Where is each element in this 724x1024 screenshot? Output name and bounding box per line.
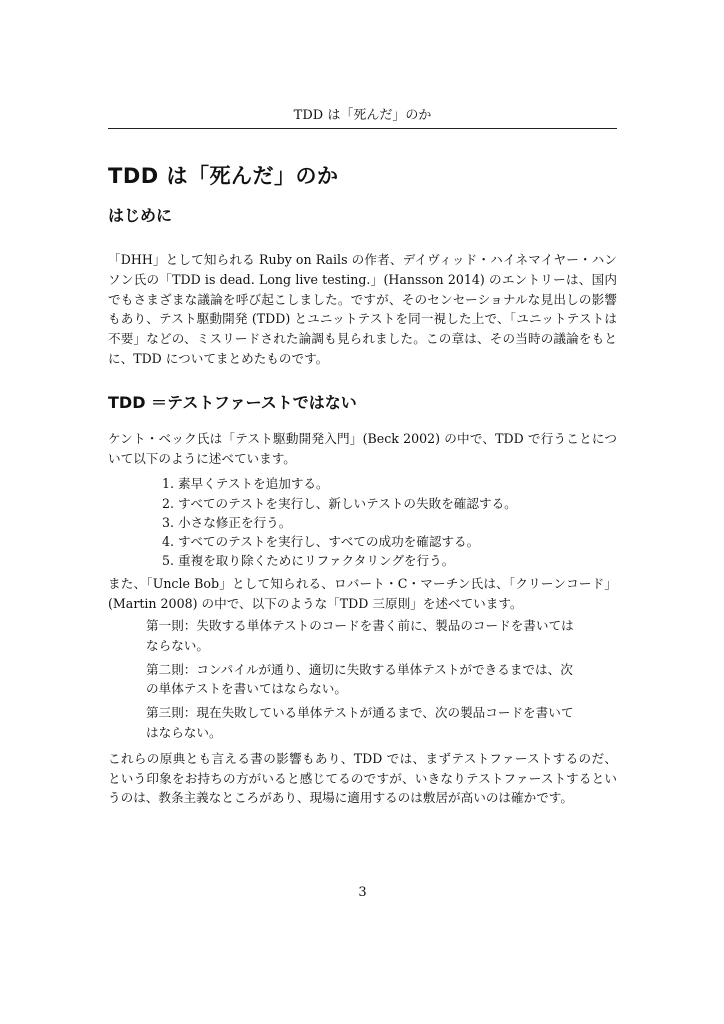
list-item: 3. 小さな修正を行う。 [178, 513, 617, 532]
page-title: TDD は「死んだ」のか [108, 164, 339, 188]
page-number: 3 [358, 885, 367, 900]
law-second: 第二則：コンパイルが通り、適切に失敗する単体テストができるまでは、次の単体テストを書いてはならない。 [146, 661, 573, 697]
running-header: TDD は「死んだ」のか [293, 108, 432, 123]
list-item: 2. すべてのテストを実行し、新しいテストの失敗を確認する。 [178, 494, 617, 513]
tdd-steps-list [108, 474, 617, 570]
law-third: 第三則：現在失敗している単体テストが通るまで、次の製品コードを書いてはならない。 [146, 705, 574, 740]
closing-paragraph: これらの原典とも言える書の影響もあり、TDD では、まずテストファーストするのだ、という印象をお持ちの方がいると感じてるのですが、いきなりテストファーストするというのは、教条主義なところがあり、現場に適用するのは敷居が高いのは確かです。 [108, 750, 617, 806]
list-item: 1. 素早くテストを追加する。 [178, 474, 617, 493]
law-first: 第一則：失敗する単体テストのコードを書く前に、製品のコードを書いてはならない。 [146, 617, 574, 653]
list-item: 5. 重複を取り除くためにリファクタリングを行う。 [178, 551, 617, 570]
uncle-bob-paragraph: また、「Uncle Bob」として知られる、ロバート・C・マーチン氏は、「クリーンコード」(Martin 2008) の中で、以下のような「TDD 三原則」を述べています。 [108, 576, 617, 612]
list-item: 4. すべてのテストを実行し、すべての成功を確認する。 [178, 532, 617, 551]
intro-paragraph: 「DHH」として知られる Ruby on Rails の作者、デイヴィッド・ハイネマイヤー・ハンソン氏の「TDD is dead. Long live testing.」(Hansson 2014) のエントリーは、国内でもさまざまな議論を呼び起こしました。ですが、そのセンセーショナルな見出しの影響もあり、テスト駆動開発 (TDD) とユニットテストを同一視した上で、「ユニットテストは不要」などの、ミスリードされた論調も見られました。この章は、その当時の議論をもとに、TDD についてまとめたものです。 [108, 252, 617, 366]
page-content [108, 160, 617, 808]
section-heading-tdd-not-test-first: TDD ＝テストファーストではない [108, 392, 357, 412]
section-heading-introduction: はじめに [108, 206, 173, 225]
tdd-three-laws-quote [146, 616, 579, 743]
beck-intro-paragraph: ケント・ベック氏は「テスト駆動開発入門」(Beck 2002) の中で、TDD で行うことについて以下のように述べています。 [108, 430, 617, 466]
header-rule [108, 128, 617, 129]
